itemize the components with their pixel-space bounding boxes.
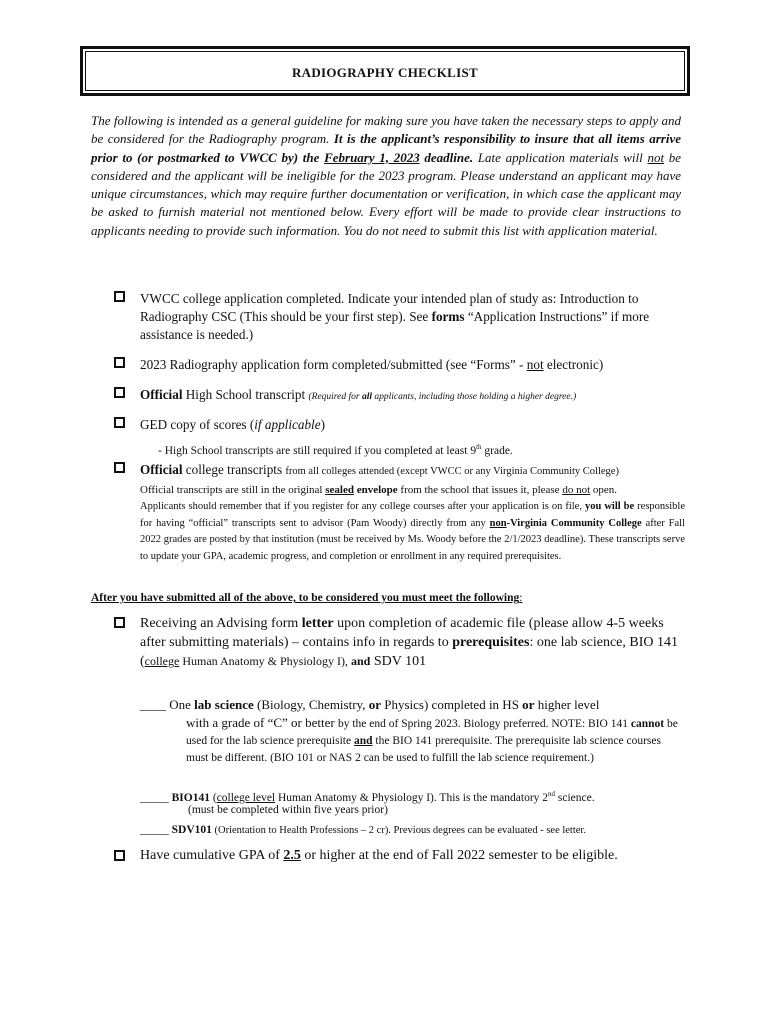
checkbox-hs-transcript[interactable]	[114, 387, 125, 398]
ged-subnote: - High School transcripts are still required if you completed at least 9th grade.	[158, 443, 513, 457]
req-lab-science: ____ One lab science (Biology, Chemistry, or Physics) completed in HS or higher level	[140, 697, 600, 712]
intro-paragraph	[91, 112, 681, 240]
section-heading: After you have submitted all of the above, to be considered you must meet the following:	[91, 592, 523, 604]
checkbox-gpa[interactable]	[114, 850, 125, 861]
intro-text-3: be considered and the applicant will be ineligible for the 2023 program. Please understand an applicant may have unique circumstances, which may require further documentation or verification, in which case the applicant may be asked to furnish material not mentioned below. Every effort will be made to provide clear instructions to applicants needing to provide such information. You do not need to submit this list with application material.	[91, 149, 681, 238]
checkbox-advising[interactable]	[114, 617, 125, 628]
req-sdv101: _____ SDV101 (Orientation to Health Professions – 2 cr). Previous degrees can be evaluated - see letter.	[140, 824, 586, 836]
checkbox-college-transcripts[interactable]	[114, 462, 125, 473]
intro-text: The following is intended as a general guideline for making sure you have taken the necessary steps to apply and be considered for the Radiography program.	[91, 113, 681, 147]
intro-deadline: deadline.	[419, 149, 474, 165]
item-gpa: Have cumulative GPA of 2.5 or higher at the end of Fall 2022 semester to be eligible.	[140, 848, 618, 863]
item-college-transcripts: Official college transcripts from all colleges attended (except VWCC or any Virginia Community College)	[140, 462, 619, 477]
intro-text-2: Late application materials will	[473, 149, 648, 165]
item-college-app: VWCC college application completed. Indicate your intended plan of study as: Introduction to Radiography CSC (This should be your first step). See forms “Application Instructions” if more assistance is needed.)	[140, 291, 650, 342]
checkbox-ged[interactable]	[114, 417, 125, 428]
deadline-date: February 1, 2023	[324, 149, 420, 165]
intro-not: not	[647, 149, 665, 165]
applicants-note: Applicants should remember that if you register for any college courses after your application is on file, you will be responsible for having “official” transcripts sent to advisor (Pam Woody) directly from any non-Virginia Community College after Fall 2022 grades are posted by that institution (must be received by Ms. Woody before the 2/1/2023 deadline). These transcripts serve to update your GPA, academic progress, and completion or enrollment in any required prerequisites.	[140, 501, 685, 562]
page-title: RADIOGRAPHY CHECKLIST	[291, 65, 479, 80]
forms-link: forms	[431, 309, 465, 324]
req-lab-science-details: with a grade of “C” or better by the end of Spring 2023. Biology preferred. NOTE: BIO 141 cannot be used for the lab science prerequisite and the BIO 141 prerequisite. The prerequisite lab science courses must be different. (BIO 101 or NAS 2 can be used to fulfill the lab science requirement.)	[186, 715, 678, 764]
req-bio141-subnote: (must be completed within five years prior)	[188, 804, 388, 816]
title-box	[80, 46, 690, 96]
checkbox-college-app[interactable]	[114, 291, 125, 302]
item-hs-transcript: Official High School transcript (Required for all applicants, including those holding a higher degree.)	[140, 387, 577, 402]
req-bio141: _____ BIO141 (college level Human Anatomy & Physiology I). This is the mandatory 2nd science.	[140, 790, 595, 804]
checkbox-app-form[interactable]	[114, 357, 125, 368]
transcript-envelope-note: Official transcripts are still in the original sealed envelope from the school that issues it, please do not open.	[140, 484, 618, 496]
item-advising: Receiving an Advising form letter upon completion of academic file (please allow 4-5 weeks after submitting materials) – contains info in regards to prerequisites: one lab science, BIO 141 (college Human Anatomy & Physiology I), and SDV 101	[140, 616, 678, 669]
item-app-form: 2023 Radiography application form completed/submitted (see “Forms” - not electronic)	[140, 357, 604, 372]
intro-responsibility: It is the applicant’s responsibility to insure that all items arrive prior to (or postmarked to VWCC by) the	[91, 131, 681, 165]
item-ged: GED copy of scores (if applicable)	[140, 417, 325, 432]
